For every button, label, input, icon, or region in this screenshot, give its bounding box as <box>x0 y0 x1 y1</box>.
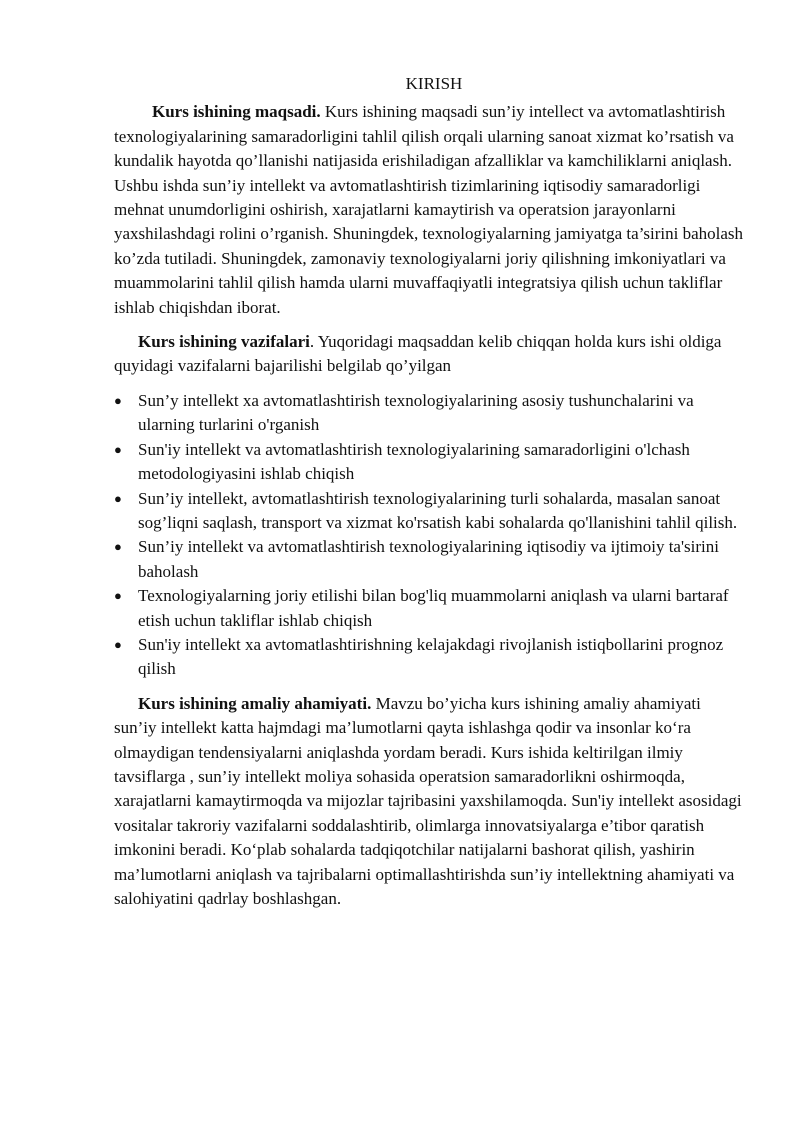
bullet-icon: ● <box>114 636 122 652</box>
list-item-text: Sun’iy intellekt va avtomatlashtirish texnologiyalarining iqtisodiy va ijtimoiy ta'sirini baholash <box>138 537 719 581</box>
list-item <box>114 633 744 682</box>
list-item-text: Sun'iy intellekt va avtomatlashtirish texnologiyalarining samaradorligini o'lchash metodologiyasini ishlab chiqish <box>138 439 690 484</box>
list-item <box>114 535 744 584</box>
tasks-list <box>114 389 744 682</box>
significance-text: Mavzu bo’yicha kurs ishining amaliy ahamiyati sun’iy intellekt katta hajmdagi ma’lumotlarni qayta ishlashga qodir va insonlar ko‘ra olmaydigan tendensiyalarni aniqlashda yordam beradi. Kurs ishida keltirilgan ilmiy tavsiflarga , sun’iy intellekt moliya sohasida operatsion samaradorlikni oshirmoqda, xarajatlarni kamaytirmoqda va mijozlar tajribasini yaxshilamoqda. Sun'iy intellekt asosidagi vositalar takroriy vazifalarni soddalashtirib, olimlarga innovatsiyalarga e’tibor qaratish imkonini beradi. Ko‘plab sohalarda tadqiqotchilar natijalarni bashorat qilish, yashirin ma’lumotlarni aniqlash va tajribalarni optimallashtirishda sun’iy intellektning ahamiyati va salohiyatini qadrlay boshlashgan. <box>114 693 742 908</box>
tasks-heading: Kurs ishining vazifalari <box>138 332 310 352</box>
significance-heading: Kurs ishining amaliy ahamiyati. <box>138 693 372 713</box>
list-item <box>114 487 744 536</box>
tasks-text: . Yuqoridagi maqsaddan kelib chiqqan holda kurs ishi oldiga quyidagi vazifalarni bajarilishi belgilab qo’yilgan <box>114 332 722 376</box>
list-item <box>114 584 744 633</box>
tasks-paragraph <box>114 330 744 379</box>
bullet-icon: ● <box>114 441 122 457</box>
page-title: KIRISH <box>405 74 463 93</box>
bullet-icon: ● <box>114 539 122 555</box>
document-page <box>114 72 744 911</box>
bullet-icon: ● <box>114 588 122 604</box>
goal-paragraph <box>114 100 744 320</box>
bullet-icon: ● <box>114 392 122 408</box>
list-item-text: Sun'iy intellekt xa avtomatlashtirishning kelajakdagi rivojlanish istiqbollarini prognoz qilish <box>138 634 724 679</box>
list-item <box>114 389 744 438</box>
significance-paragraph <box>114 692 744 912</box>
list-item-text: Sun’iy intellekt, avtomatlashtirish texnologiyalarining turli sohalarda, masalan sanoat sog’liqni saqlash, transport va xizmat ko'rsatish kabi sohalarda qo'llanishini tahlil qilish. <box>138 488 738 532</box>
goal-heading: Kurs ishining maqsadi. <box>152 102 321 122</box>
list-item <box>114 438 744 487</box>
list-item-text: Texnologiyalarning joriy etilishi bilan bog'liq muammolarni aniqlash va ularni bartaraf etish uchun takliflar ishlab chiqish <box>138 586 729 630</box>
bullet-icon: ● <box>114 490 122 506</box>
list-item-text: Sun’y intellekt xa avtomatlashtirish texnologiyalarining asosiy tushunchalarini va ularning turlarini o'rganish <box>138 390 694 435</box>
goal-text: Kurs ishining maqsadi sun’iy intellect va avtomatlashtirish texnologiyalarining samaradorligini tahlil qilish orqali ularning sanoat xizmat ko’rsatish va kundalik hayotda qo’llanishi natijasida erishiladigan afzalliklar va kamchiliklarni aniqlash. Ushbu ishda sun’iy intellekt va avtomatlashtirish tizimlarining iqtisodiy samaradorligi mehnat unumdorligini oshirish, xarajatlarni kamaytirish va operatsion jarayonlarni yaxshilashdagi rolini o’rganish. Shuningdek, texnologiyalarning jamiyatga ta’sirini baholash ko’zda tutiladi. Shuningdek, zamonaviy texnologiyalarni joriy qilishning imkoniyatlari va muammolarini tahlil qilish hamda ularni muvaffaqiyatli integratsiya qilish uchun takliflar ishlab chiqishdan iborat. <box>114 102 744 317</box>
